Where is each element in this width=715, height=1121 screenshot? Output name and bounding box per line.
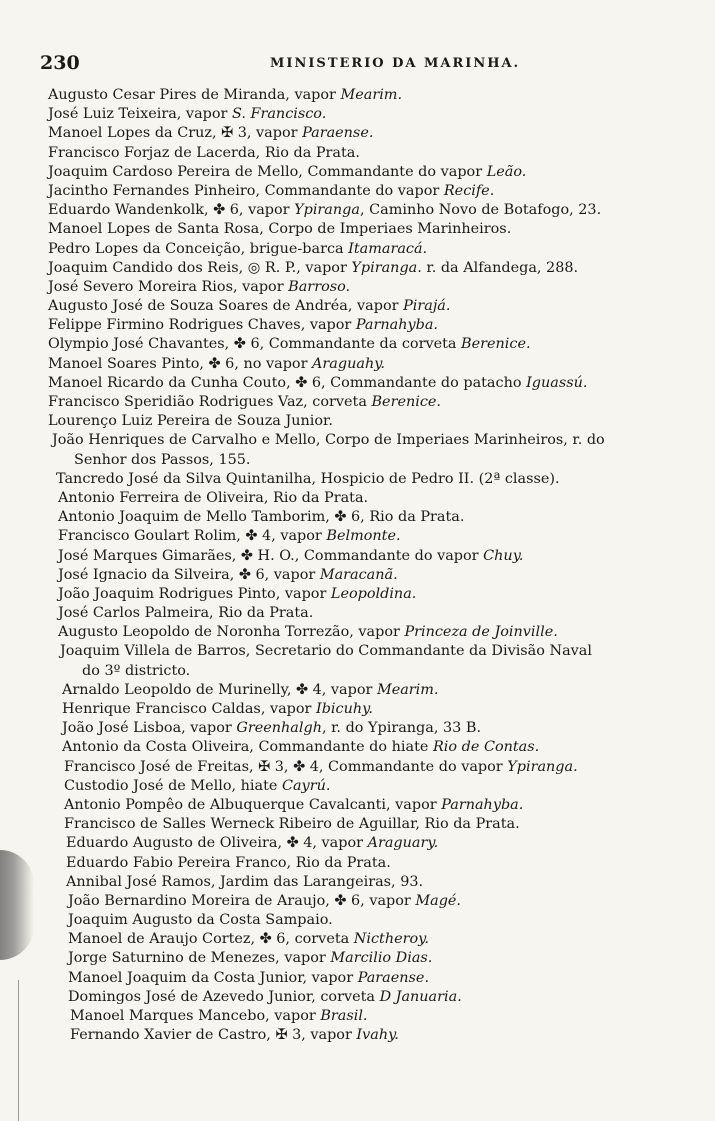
entry-text: Francisco Forjaz de Lacerda, Rio da Prata. [48,144,360,161]
vessel-name: Ypiranga [294,202,360,219]
list-item [0,547,715,566]
entry-text: Antonio da Costa Oliveira, Commandante do hiate [62,739,433,756]
vessel-name: Berenice. [461,336,531,353]
list-item [0,297,715,316]
entry-text: Antonio Joaquim de Mello Tamborim, ✤ 6, Rio da Prata. [58,509,465,526]
vessel-name: Ypiranga [351,259,418,276]
entry-text: Jacintho Fernandes Pinheiro, Commandante do vapor [48,182,444,199]
entry-text: Manoel de Araujo Cortez, ✤ 6, corveta [68,931,354,948]
vessel-name: Parnahyba. [441,796,524,813]
list-item [0,930,715,949]
entry-text: Francisco José de Freitas, ✠ 3, ✤ 4, Commandante do vapor [64,758,508,775]
entry-text: Manoel Joaquim da Costa Junior, vapor [68,969,358,986]
officer-list [0,86,715,1045]
entry-text: Fernando Xavier de Castro, ✠ 3, vapor [70,1027,357,1044]
vessel-name: Iguassú. [526,374,588,391]
entry-text: Manoel Ricardo da Cunha Couto, ✤ 6, Commandante do patacho [48,374,527,391]
vessel-name: Leopoldina. [330,585,417,602]
entry-continuation: do 3º districto. [82,662,191,679]
entry-text: Lourenço Luiz Pereira de Souza Junior. [48,413,333,430]
vessel-name: Nictheroy. [353,931,429,948]
entry-text: Annibal José Ramos, Jardim das Larangeiras, 93. [66,873,424,890]
entry-text: Arnaldo Leopoldo de Murinelly, ✤ 4, vapor [62,681,377,698]
margin-rule [18,980,19,1121]
entry-text: José Carlos Palmeira, Rio da Prata. [58,605,314,622]
vessel-name: Belmonte. [326,528,401,545]
list-item [0,1007,715,1026]
entry-text: José Marques Gimarães, ✤ H. O., Commandante do vapor [58,547,484,564]
list-item [0,892,715,911]
entry-text: Eduardo Wandenkolk, ✤ 6, vapor [48,202,295,219]
entry-address: . r. da Alfandega, 288. [417,259,579,276]
list-item [0,355,715,374]
vessel-name: Ibicuhy. [316,701,373,718]
list-item [0,758,715,777]
vessel-name: Greenhalgh [236,720,322,737]
vessel-name: Brasil. [320,1008,368,1025]
vessel-name: D Januaria. [379,988,462,1005]
vessel-name: Barroso. [288,278,351,295]
list-item [0,700,715,719]
vessel-name: Princeza de Joinville. [404,624,558,641]
list-item [0,316,715,335]
vessel-name: Mearim. [376,681,439,698]
entry-text: Augusto Leopoldo de Noronha Torrezão, vapor [58,624,405,641]
entry-text: João José Lisboa, vapor [62,720,237,737]
entry-text: José Severo Moreira Rios, vapor [48,278,289,295]
vessel-name: Itamaracá. [348,240,428,257]
entry-text: Joaquim Villela de Barros, Secretario do Commandante da Divisão Naval [60,643,592,660]
entry-text: Eduardo Augusto de Oliveira, ✤ 4, vapor [66,835,368,852]
vessel-name: Berenice. [371,394,441,410]
entry-text: Francisco Goulart Rolim, ✤ 4, vapor [58,528,327,545]
list-item [0,220,715,239]
list-item [0,86,715,105]
list-item [0,738,715,757]
page-header [40,52,680,78]
entry-continuation: Senhor dos Passos, 155. [74,451,251,468]
vessel-name: Magé. [415,892,461,909]
running-head: MINISTERIO DA MARINHA. [270,56,521,71]
list-item [0,854,715,873]
list-item [0,1026,715,1045]
vessel-name: Parnahyba. [355,317,438,334]
vessel-name: Ypiranga. [507,758,578,775]
entry-text: Manoel Lopes de Santa Rosa, Corpo de Imperiaes Marinheiros. [48,221,512,238]
vessel-name: Recife. [443,182,495,199]
list-item [0,105,715,124]
vessel-name: Ivahy. [356,1027,399,1044]
list-item [0,834,715,853]
list-item [0,777,715,796]
list-item [0,604,715,623]
list-item [0,585,715,604]
entry-text: Augusto José de Souza Soares de Andréa, vapor [48,298,404,315]
list-item [0,988,715,1007]
vessel-name: Rio de Contas. [432,739,540,756]
entry-text: Felippe Firmino Rodrigues Chaves, vapor [48,317,356,334]
entry-text: Manoel Soares Pinto, ✤ 6, no vapor [48,355,313,372]
vessel-name: Leão. [486,163,527,180]
entry-address: , r. do Ypiranga, 33 B. [321,720,482,737]
entry-text: Joaquim Candido dos Reis, ◎ R. P., vapor [48,259,352,276]
entry-text: João Henriques de Carvalho e Mello, Corpo de Imperiaes Marinheiros, r. do [52,432,605,449]
entry-text: Francisco de Salles Werneck Ribeiro de Aguillar, Rio da Prata. [64,816,520,833]
vessel-name: Maracanã. [319,566,398,583]
list-item [0,124,715,143]
list-item [0,163,715,182]
list-item [0,719,715,738]
vessel-name: Araguahy. [312,355,386,372]
list-item [0,681,715,700]
entry-text: José Ignacio da Silveira, ✤ 6, vapor [58,566,320,583]
list-item [0,259,715,278]
entry-text: João Bernardino Moreira de Araujo, ✤ 6, vapor [68,892,416,909]
entry-text: Tancredo José da Silva Quintanilha, Hospicio de Pedro II. (2ª classe). [56,470,560,487]
page-number: 230 [40,52,80,74]
list-item [0,470,715,489]
entry-text: Henrique Francisco Caldas, vapor [62,701,317,718]
vessel-name: S. Francisco. [231,106,327,123]
entry-text: Augusto Cesar Pires de Miranda, vapor [48,87,341,103]
entry-text: Antonio Pompêo de Albuquerque Cavalcanti, vapor [64,796,442,813]
entry-text: José Luiz Teixeira, vapor [48,106,232,123]
page-edge-stain [0,850,34,960]
list-item [0,431,715,469]
entry-text: Domingos José de Azevedo Junior, corveta [68,988,380,1005]
list-item [0,144,715,163]
vessel-name: Pirajá. [403,298,451,315]
list-item [0,374,715,393]
list-item [0,642,715,680]
list-item [0,240,715,259]
entry-address: , Caminho Novo de Botafogo, 23. [359,202,602,219]
entry-text: Joaquim Augusto da Costa Sampaio. [68,912,333,929]
list-item [0,201,715,220]
vessel-name: Cayrú. [281,777,331,794]
list-item [0,508,715,527]
vessel-name: Mearim. [340,87,403,103]
list-item [0,182,715,201]
list-item [0,815,715,834]
entry-text: Olympio José Chavantes, ✤ 6, Commandante da corveta [48,336,462,353]
list-item [0,566,715,585]
vessel-name: Marcilio Dias. [330,950,433,967]
entry-text: Joaquim Cardoso Pereira de Mello, Commandante do vapor [48,163,487,180]
list-item [0,489,715,508]
list-item [0,873,715,892]
entry-text: Antonio Ferreira de Oliveira, Rio da Prata. [58,489,369,506]
list-item [0,969,715,988]
entry-text: Eduardo Fabio Pereira Franco, Rio da Prata. [66,854,391,871]
entry-text: João Joaquim Rodrigues Pinto, vapor [58,585,331,602]
list-item [0,393,715,412]
entry-text: Manoel Lopes da Cruz, ✠ 3, vapor [48,125,303,142]
list-item [0,412,715,431]
entry-text: Francisco Speridião Rodrigues Vaz, corveta [48,394,372,410]
entry-text: Custodio José de Mello, hiate [64,777,282,794]
list-item [0,949,715,968]
entry-text: Manoel Marques Mancebo, vapor [70,1008,321,1025]
vessel-name: Chuy. [483,547,524,564]
entry-text: Pedro Lopes da Conceição, brigue-barca [48,240,349,257]
vessel-name: Araguary. [367,835,439,852]
vessel-name: Paraense. [302,125,374,142]
list-item [0,527,715,546]
vessel-name: Paraense. [357,969,430,986]
list-item [0,911,715,930]
list-item [0,623,715,642]
list-item [0,335,715,354]
list-item [0,796,715,815]
list-item [0,278,715,297]
entry-text: Jorge Saturnino de Menezes, vapor [68,950,331,967]
